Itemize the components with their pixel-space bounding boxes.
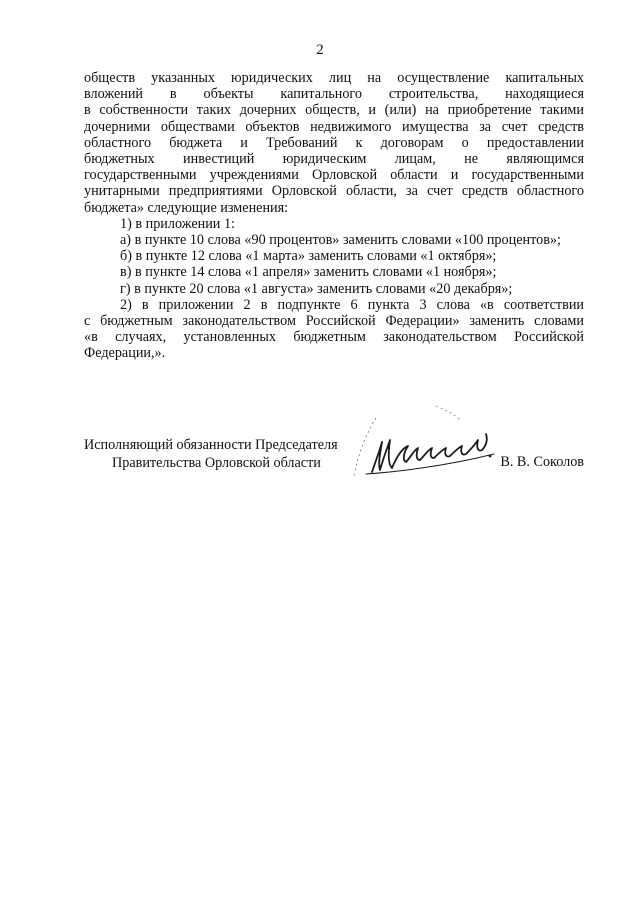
text-line: «в случаях, установленных бюджетным законодательством Российской bbox=[84, 329, 584, 346]
signatory-name: В. В. Соколов bbox=[500, 454, 584, 470]
document-body bbox=[84, 70, 584, 362]
text-line: областного бюджета и Требований к договорам о предоставлении bbox=[84, 134, 584, 151]
signatory-title-line2: Правительства Орловской области bbox=[112, 455, 321, 471]
handwritten-signature bbox=[336, 402, 506, 492]
text-line: государственными учреждениями Орловской области и государственными bbox=[84, 167, 584, 184]
text-line: бюджетных инвестиций юридическим лицам, не являющимся bbox=[84, 151, 584, 168]
signatory-title bbox=[84, 436, 338, 472]
text-line: Федерации,». bbox=[84, 345, 166, 362]
page-number: 2 bbox=[316, 42, 324, 58]
list-item: 1) в приложении 1: bbox=[120, 215, 235, 232]
list-item: в) в пункте 14 слова «1 апреля» заменить словами «1 ноября»; bbox=[120, 264, 497, 281]
list-item: г) в пункте 20 слова «1 августа» заменить словами «20 декабря»; bbox=[120, 280, 513, 297]
text-line: унитарными предприятиями Орловской области, за счет средств областного bbox=[84, 183, 584, 200]
text-line: вложений в объекты капитального строительства, находящиеся bbox=[84, 86, 584, 103]
signatory-title-line1: Исполняющий обязанности Председателя bbox=[84, 437, 338, 453]
text-line: в собственности таких дочерних обществ, и (или) на приобретение такими bbox=[84, 102, 584, 119]
list-item: а) в пункте 10 слова «90 процентов» заменить словами «100 процентов»; bbox=[120, 232, 561, 249]
list-item: б) в пункте 12 слова «1 марта» заменить словами «1 октября»; bbox=[120, 248, 497, 265]
text-line: с бюджетным законодательством Российской Федерации» заменить словами bbox=[84, 313, 584, 330]
text-line: 2) в приложении 2 в подпункте 6 пункта 3 слова «в соответствии bbox=[120, 296, 584, 313]
text-line: дочерними обществами объектов недвижимого имущества за счет средств bbox=[84, 118, 584, 135]
text-line: обществ указанных юридических лиц на осуществление капитальных bbox=[84, 70, 584, 86]
text-line: бюджета» следующие изменения: bbox=[84, 199, 289, 216]
